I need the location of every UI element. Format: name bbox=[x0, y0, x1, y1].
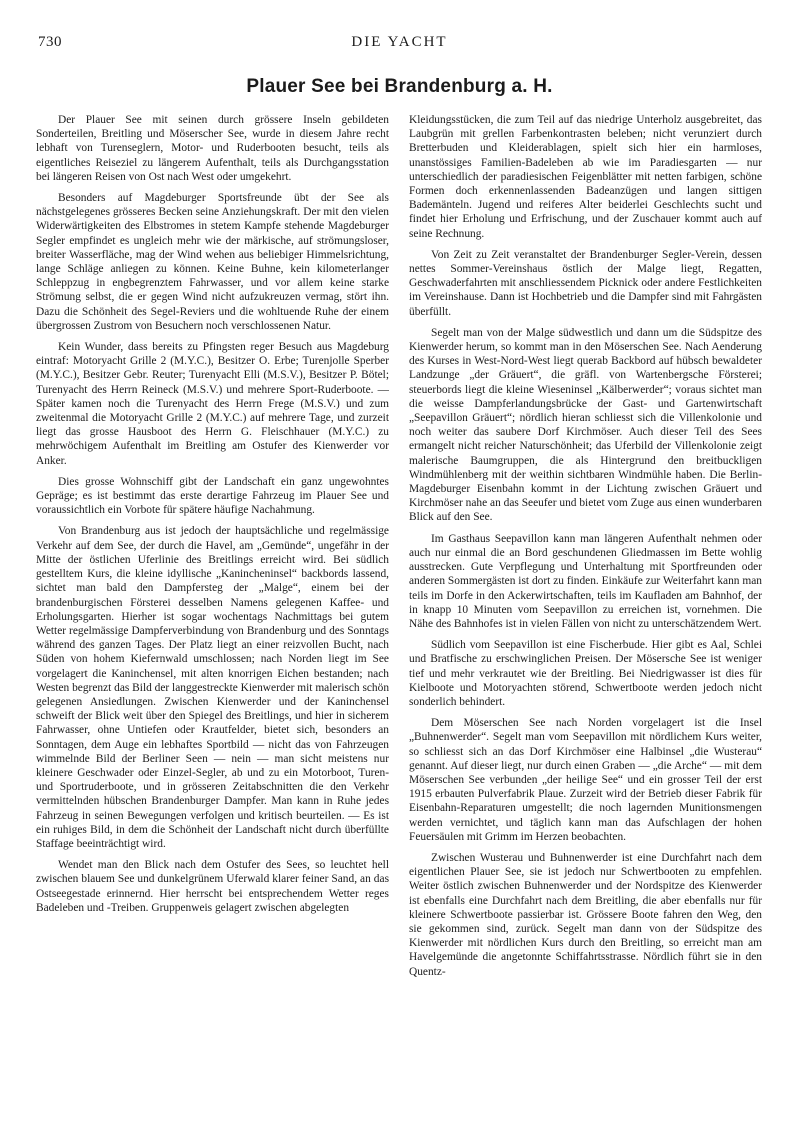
paragraph: Kleidungsstücken, die zum Teil auf das niedrige Unterholz ausgebreitet, das Laubgrün mit grellen Farbenkontrasten beleben; nicht verunziert durch Bretterbuden und Kleiderablagen, spielt sich hier ein harmloses, unanstössiges Familien-Badeleben ab wie im Paradiesgarten — nur unterschiedlich der paradiesischen Feigenblätter mit netten farbigen, schöne Formen doch erkennenlassenden Badeanzügen und langen sittigen Bademänteln. Jugend und reiferes Alter beiderlei Geschlechts sucht und findet hier Erholung und Erfrischung, und der Zuschauer kommt auch auf seine Rechnung. bbox=[409, 114, 762, 240]
left-column bbox=[36, 113, 389, 1123]
paragraph: Der Plauer See mit seinen durch grössere Inseln gebildeten Sonderteilen, Breitling und Möserscher See, wurde in diesem Jahre recht lebhaft von Turenseglern, Motor- und Ruderbooten besucht, teils als eigentliches Reiseziel zu längerem Aufenthalt, teils als Durchgangsstation bei längeren Reisen von Ost nach West oder umgekehrt. bbox=[36, 114, 389, 183]
paragraph: Segelt man von der Malge südwestlich und dann um die Südspitze des Kienwerder herum, so kommt man in den Möserschen See. Nach Aenderung des Kurses in West-Nord-West liegt querab Backbord auf hübsch bewaldeter Landzunge „der Gräuert“, die gräfl. von Wartenbergsche Försterei; steuerbords liegt die kleine Wieseninsel „Kälberwerder“; voraus sichtet man die weisse Dampferlandungsbrücke der Gast- und Gartenwirtschaft „Seepavillon Gräuert“; nördlich hieran schliesst sich die Villenkolonie und noch weiter das saubere Dorf Kirchmöser. Auch dieser Teil des Sees ermangelt nicht reicher Naturschönheit; das Uferbild der Villenkolonie zeigt malerische Baumgruppen, die als Hintergrund den breitbuckligen Windmühlenberg mit der weithin sichtbaren Windmühle haben. Die Berlin-Magdeburger Eisenbahn kommt in der Lichtung zwischen Gräuert und Kirchmöser nahe an das Seeufer und bietet vom Zuge aus einen wunderbaren Blick auf den See. bbox=[409, 326, 762, 524]
paragraph: Dem Möserschen See nach Norden vorgelagert ist die Insel „Buhnenwerder“. Segelt man vom Seepavillon mit nördlichem Kurs weiter, so schliesst sich an das Dorf Kirchmöser eine Halbinsel „die Wusterau“ genannt. Auf dieser liegt, nur durch einen Graben — „die Arche“ — mit dem Möserschen See verbunden „der heilige See“ und ein grosser Teil der erst 1915 erbauten Pulverfabrik Plaue. Zurzeit wird der Betrieb dieser Fabrik für Eisenbahn-Reparaturen umgestellt; die noch lagernden Munitionsmengen werden vernichtet, und täglich kann man das Aufschlagen der hohen Feuersäulen mit Grimm im Herzen beobachten. bbox=[409, 717, 762, 843]
running-head: DIE YACHT bbox=[351, 34, 448, 50]
right-column bbox=[409, 113, 762, 1123]
paragraph: Von Brandenburg aus ist jedoch der hauptsächliche und regelmässige Verkehr auf dem See, der durch die Havel, am „Gemünde“, ungefähr in der Mitte der östlichen Uferlinie des Breitlings erreicht wird. Bei südlich gestelltem Kurs, die kleine idyllische „Kanincheninsel“ backbords lassend, sichtet man bald den Dampfersteg der „Malge“, einem bei der brandenburgischen Försterei desselben Namens gelegenen Kaffee- und Erholungsgarten. Hierher ist sogar wochentags Nachmittags bei gutem Wetter regelmässige Dampferverbindung von Brandenburg und des Sonntags während des ganzen Tages. Der Platz liegt an einer reizvollen Bucht, nach Süden von hohem Kiefernwald umschlossen; nach Norden liegt im See vorgelagert die Kaninchensel, mit alten knorrigen Eichen bestanden; nach Westen begrenzt das Bild der langgestreckte Kienwerder mit malerisch schön gelegenen Ansiedlungen. Zwischen Kienwerder und der Kaninchensel schweift der Blick weit über den Spiegel des Breitlings, und hier in sicherem Fahrwasser, ohne Untiefen oder Krautfelder, bietet sich, besonders an Sonntagen, dem Auge ein lebhaftes Sportbild — nicht das von Fahrzeugen wimmelnde Bild der Berliner Seen — nein — man sicht meistens nur kleinere Geschwader oder Einzel-Segler, ab und zu ein Motorboot, Turen- und Sportruderboote, und in grösseren Zeitabschnitten die den Verkehr vermittelnden hübschen Brandenburger Dampfer. Man kann in Ruhe jedes Fahrzeug in seinen Bewegungen verfolgen und kritisch beurteilen. — Es ist ein ruhiges Bild, in dem die Schönheit der Landschaft nicht durch überfüllte Staffage beeinträchtigt wird. bbox=[36, 525, 389, 850]
paragraph: Südlich vom Seepavillon ist eine Fischerbude. Hier gibt es Aal, Schlei und Bratfische zu erschwinglichen Preisen. Der Mösersche See ist weniger tief und mehr verkrautet wie der Breitling. Bei Niedrigwasser ist dies für Kielboote und Motoryachten störend, Schwertboote werden jedoch nicht sonderlich behindert. bbox=[409, 639, 762, 708]
paragraph: Wendet man den Blick nach dem Ostufer des Sees, so leuchtet hell zwischen blauem See und dunkelgrünem Uferwald klarer feiner Sand, an das Ostseegestade erinnernd. Hier herrscht bei entsprechendem Wetter reges Badeleben und -Treiben. Gruppenweis gelagert zwischen abgelegten bbox=[36, 859, 389, 914]
paragraph: Kein Wunder, dass bereits zu Pfingsten reger Besuch aus Magdeburg eintraf: Motoryacht Grille 2 (M.Y.C.), Besitzer O. Erbe; Turenjolle Sperber (M.Y.C.), Besitzer Gebr. Reuter; Turenyacht Elli (M.S.V.), Besitzer P. Bötel; Turenyacht des Herrn Reineck (M.S.V.) und mehrere Sport-Ruderboote. — Später kamen noch die Turenyacht des Herrn Frege (M.S.V.) und zum zweitenmal die Motoryacht Grille 2 (M.Y.C.) auf mehrere Tage, und zurzeit liegt das grosse Hausboot des Herrn G. Fleischhauer (M.Y.C.) zu mehrwöchigem Aufenthalt im Breitling am Ostufer des Kienwerder vor Anker. bbox=[36, 341, 389, 467]
article-title: Plauer See bei Brandenburg a. H. bbox=[246, 76, 553, 97]
paragraph: Im Gasthaus Seepavillon kann man längeren Aufenthalt nehmen oder auch nur einmal die an Bord geschundenen Gliedmassen im Bette wohlig ausstrecken. Gute Verpflegung und Unterhaltung mit Sportfreunden oder anderen Sommergästen ist dort zu finden. Einkäufe zur Weiterfahrt kann man teils im Dorfe in den Ackerwirtschaften, teils im Kaufladen am Bahnhof, der in knapp 10 Minuten vom Seepavillon zu erreichen ist, vornehmen. Die Nähe des Bahnhofes ist in vielen Fällen von nicht zu unterschätzendem Wert. bbox=[409, 532, 762, 630]
paragraph: Besonders auf Magdeburger Sportsfreunde übt der See als nächstgelegenes grösseres Becken seine Anziehungskraft. Der mit den vielen Widerwärtigkeiten des Elbstromes in stetem Kampfe stehende Magdeburger Segler empfindet es ungleich mehr wie der märkische, auf strömungsloser, breiter Wasserfläche, mag der Wind wehen aus beliebiger Himmelsrichtung, lange Schläge anliegen zu können. Keine Buhne, kein kilometerlanger Schleppzug in engbegrenztem Fahrwasser, und vor allem keine starke Strömung selbst, die er gegen Wind nicht aufzukreuzen vermag, stört ihn. Dazu die Schönheit des Segel-Reviers und die wohltuende Ruhe der einem übergrossen Zustrom von Besuchern noch verschlossenen Natur. bbox=[36, 192, 389, 332]
paragraph: Zwischen Wusterau und Buhnenwerder ist eine Durchfahrt nach dem eigentlichen Plauer See, sie ist jedoch nur Schwertbooten zu empfehlen. Weiter östlich zwischen Buhnenwerder und der Nordspitze des Kienwerder ist ebenfalls eine Durchfahrt nach dem Breitling, die aber ebenfalls nur für kleinere Schwertboote passierbar ist. Grössere Boote fahren den Weg, den sie gekommen sind, zurück. Segelt man dann von der Südspitze des Kienwerder mit nördlichen Kurs durch den Breitling, so erreicht man am Havelgemünde die angetonnte Schiffahrtsstrasse. Nördlich führt sie in den Quentz- bbox=[409, 851, 762, 978]
page-number: 730 bbox=[38, 34, 62, 50]
paragraph: Von Zeit zu Zeit veranstaltet der Brandenburger Segler-Verein, dessen nettes Sommer-Vereinshaus östlich der Malge liegt, Regatten, Geschwaderfahrten mit anschliessendem Picknick oder andere Festlichkeiten im Vereinshause. Dann ist Hochbetrieb und die Dampfer sind mit Fahrgästen überfüllt. bbox=[409, 248, 762, 318]
paragraph: Dies grosse Wohnschiff gibt der Landschaft ein ganz ungewohntes Gepräge; es ist bestimmt das erste derartige Fahrzeug im Plauer See und voraussichtlich ein Vorbote für spätere häufige Nachahmung. bbox=[36, 475, 389, 517]
article-body bbox=[36, 113, 763, 1123]
